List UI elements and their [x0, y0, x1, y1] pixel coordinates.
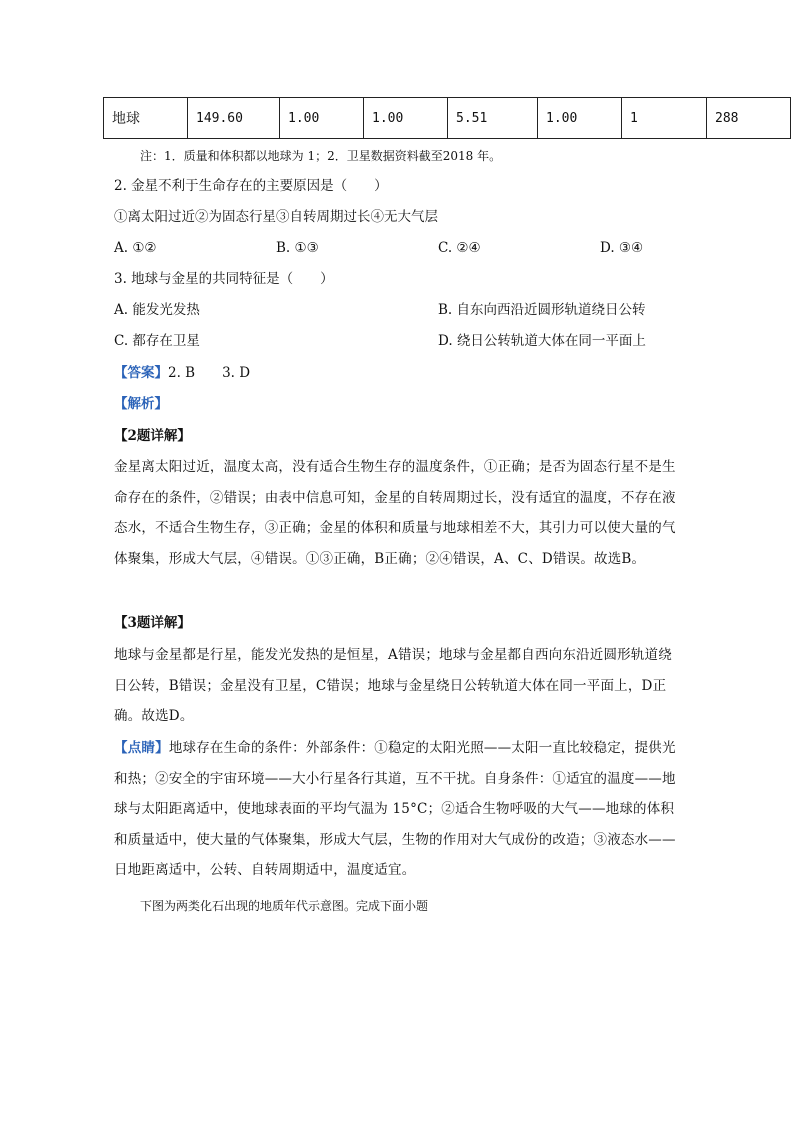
q2-option-b: B. ①③ — [276, 240, 319, 256]
q3-detail-body: 地球与金星都是行星，能发光发热的是恒星，A错误；地球与金星都自西向东沿近圆形轨道绕日公转，B错误；金星没有卫星，C错误；地球与金星绕日公转轨道大体在同一平面上，D正确。故选D。 — [114, 647, 672, 724]
table-cell: 5.51 — [448, 98, 538, 139]
q3-detail-heading: 【3题详解】 — [114, 615, 191, 631]
table-cell: 288 — [707, 98, 791, 139]
table-cell: 1.00 — [538, 98, 622, 139]
table-note: 注：1．质量和体积都以地球为 1；2．卫星数据资料截至2018 年。 — [140, 149, 502, 163]
table-cell: 1 — [622, 98, 707, 139]
answer-line — [114, 363, 250, 383]
tip-paragraph — [114, 733, 684, 886]
tip-label: 【点睛】 — [114, 740, 169, 756]
q3-option-d: D. 绕日公转轨道大体在同一平面上 — [438, 333, 646, 349]
answer-text: 2. B 3. D — [168, 365, 251, 381]
tip-body: 地球存在生命的条件：外部条件：①稳定的太阳光照——太阳一直比较稳定，提供光和热；②安全的宇宙环境——大小行星各行其道，互不干扰。自身条件：①适宜的温度——地球与太阳距离适中，使地球表面的平均气温为 15°C；②适合生物呼吸的大气——地球的体积和质量适中，使大量的气体聚集，形成大气层，生物的作用对大气成份的改造；③液态水——日地距离适中，公转、自转周期适中，温度适宜。 — [114, 740, 676, 878]
question-2-statements: ①离太阳过近②为固态行星③自转周期过长④无大气层 — [114, 209, 438, 225]
q2-option-a: A. ①② — [114, 240, 157, 256]
table-row — [104, 98, 791, 139]
table-cell-planet: 地球 — [104, 98, 188, 139]
q3-option-a: A. 能发光发热 — [114, 302, 200, 318]
q3-option-b: B. 自东向西沿近圆形轨道绕日公转 — [438, 302, 646, 318]
q2-detail-heading: 【2题详解】 — [114, 428, 191, 444]
answer-label: 【答案】 — [114, 365, 168, 381]
next-question-intro: 下图为两类化石出现的地质年代示意图。完成下面小题 — [140, 899, 429, 913]
question-2-stem: 2. 金星不利于生命存在的主要原因是（ ） — [114, 178, 388, 194]
table-cell: 149.60 — [188, 98, 280, 139]
planet-data-table — [103, 97, 791, 139]
question-3-stem: 3. 地球与金星的共同特征是（ ） — [114, 271, 334, 287]
q2-option-d: D. ③④ — [600, 240, 644, 256]
q3-option-c: C. 都存在卫星 — [114, 333, 200, 349]
table-cell: 1.00 — [364, 98, 448, 139]
q2-option-c: C. ②④ — [438, 240, 481, 256]
table-cell: 1.00 — [280, 98, 364, 139]
q2-detail-body: 金星离太阳过近，温度太高，没有适合生物生存的温度条件，①正确；是否为固态行星不是生命存在的条件，②错误；由表中信息可知，金星的自转周期过长，没有适宜的温度，不存在液态水，不适合生物生存，③正确；金星的体积和质量与地球相差不大，其引力可以使大量的气体聚集，形成大气层，④错误。①③正确，B正确；②④错误，A、C、D错误。故选B。 — [114, 459, 676, 567]
analysis-label: 【解析】 — [114, 396, 168, 412]
